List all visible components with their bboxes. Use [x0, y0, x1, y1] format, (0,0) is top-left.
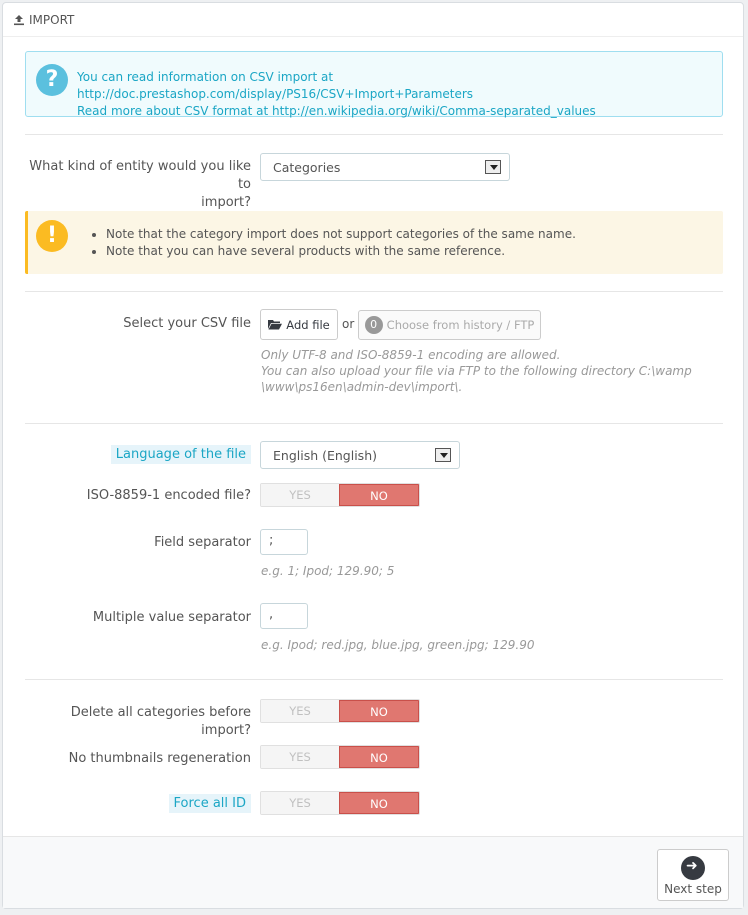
delete-all-yes[interactable]: YES [261, 700, 339, 722]
field-separator-help: e.g. 1; Ipod; 129.90; 5 [261, 564, 395, 578]
multi-separator-help: e.g. Ipod; red.jpg, blue.jpg, green.jpg; 129.90 [261, 638, 535, 652]
history-count-badge: 0 [365, 316, 383, 334]
language-select[interactable] [260, 441, 460, 469]
exclamation-icon: ! [36, 220, 68, 252]
divider [25, 134, 723, 135]
language-select-value: English (English) [273, 448, 377, 463]
no-thumbnails-label: No thumbnails regeneration [68, 751, 251, 766]
delete-all-no[interactable]: NO [339, 700, 419, 722]
divider [25, 423, 723, 424]
chevron-down-icon [485, 160, 501, 174]
choose-history-button[interactable]: 0 Choose from history / FTP [358, 310, 541, 340]
no-thumbnails-yes[interactable]: YES [261, 746, 339, 768]
force-id-no[interactable]: NO [339, 792, 419, 814]
no-thumbnails-switch[interactable] [260, 745, 420, 769]
no-thumbnails-no[interactable]: NO [339, 746, 419, 768]
divider [25, 291, 723, 292]
iso-encoded-yes[interactable]: YES [261, 484, 339, 506]
info-link-csv-format[interactable]: Read more about CSV format at http://en.wikipedia.org/wiki/Comma-separated_values [77, 104, 596, 118]
import-panel [2, 2, 744, 909]
multi-separator-input[interactable]: , [260, 603, 308, 629]
add-file-button[interactable]: Add file [260, 309, 338, 340]
panel-footer [3, 836, 743, 908]
iso-encoded-switch[interactable] [260, 483, 420, 507]
divider [25, 679, 723, 680]
entity-select-value: Categories [273, 160, 341, 175]
warning-item: • Note that the category import does not support categories of the same name. [106, 226, 576, 243]
next-step-button[interactable] [657, 849, 729, 901]
delete-all-label: Delete all categories before import? [70, 705, 251, 738]
upload-icon [13, 14, 25, 26]
field-separator-label: Field separator [154, 535, 251, 550]
entity-select[interactable] [260, 153, 510, 181]
panel-title: IMPORT [29, 12, 75, 27]
iso-encoded-no[interactable]: NO [339, 484, 419, 506]
question-icon: ? [36, 64, 68, 96]
info-link-csv-import[interactable]: You can read information on CSV import at http://doc.prestashop.com/display/PS16/CSV+Import+Parameters [77, 70, 474, 101]
or-text: or [342, 317, 355, 331]
field-separator-input[interactable]: ; [260, 529, 308, 555]
language-label: Language of the file [25, 446, 251, 464]
next-step-label: Next step [664, 882, 722, 896]
force-id-switch[interactable] [260, 791, 420, 815]
info-alert [25, 51, 723, 117]
arrow-right-circle-icon [681, 856, 705, 880]
warning-item: • Note that you can have several products with the same reference. [106, 243, 576, 260]
csv-file-label: Select your CSV file [123, 316, 251, 331]
entity-label: What kind of entity would you like to import? [29, 159, 251, 210]
warning-alert [25, 211, 723, 274]
folder-open-icon [268, 319, 282, 330]
csv-file-help: Only UTF-8 and ISO-8859-1 encoding are allowed. You can also upload your file via FTP to the following directory C:\wamp \www\ps16en\admin-dev\import\. [261, 348, 692, 394]
panel-heading [3, 3, 743, 37]
force-id-label: Force all ID [25, 795, 251, 813]
multi-separator-label: Multiple value separator [92, 610, 251, 625]
force-id-yes[interactable]: YES [261, 792, 339, 814]
chevron-down-icon [435, 448, 451, 462]
iso-encoded-label: ISO-8859-1 encoded file? [86, 488, 251, 503]
delete-all-switch[interactable] [260, 699, 420, 723]
